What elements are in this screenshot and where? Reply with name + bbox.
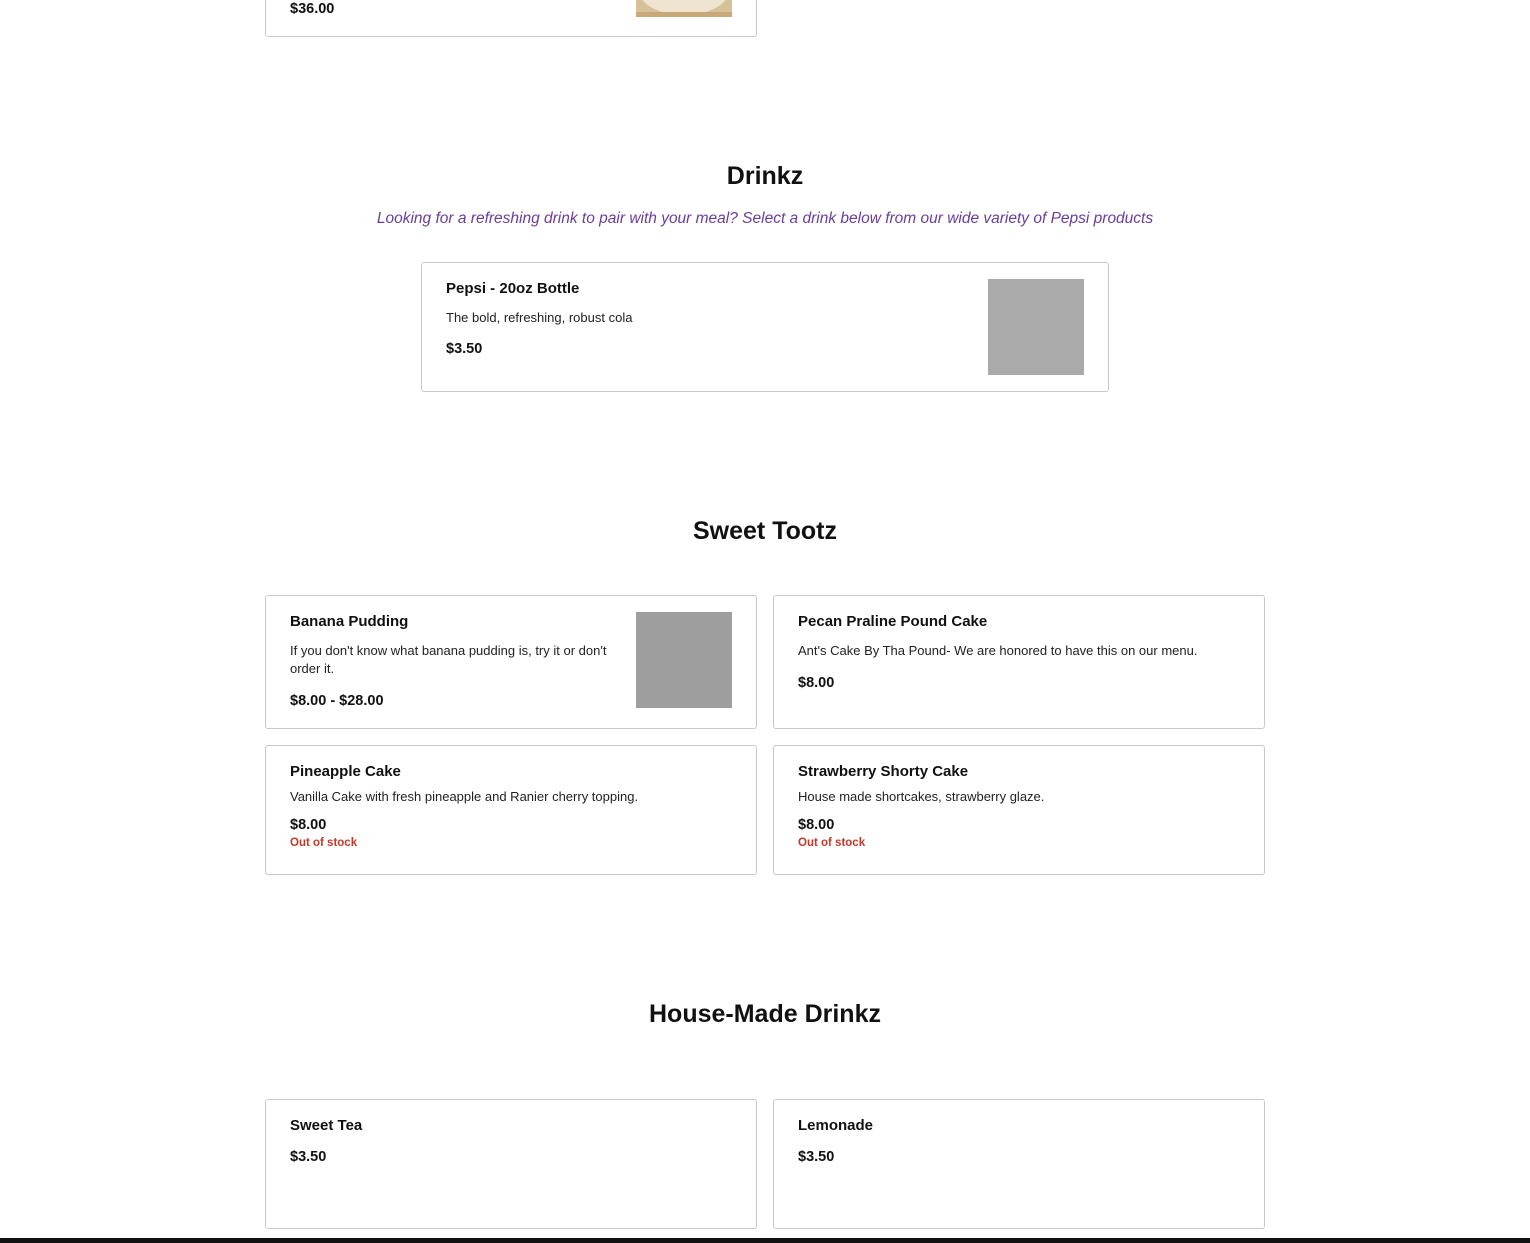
menu-item-card-pineapple-cake[interactable] [265,745,757,875]
food-photo-icon [636,0,732,17]
item-name: Sweet Tea [290,1117,363,1134]
section-subtitle-drinkz: Looking for a refreshing drink to pair with your meal? Select a drink below from our wide variety of Pepsi products [376,210,1154,227]
item-description: Vanilla Cake with fresh pineapple and Ranier cherry topping. [290,789,639,804]
item-price: $3.50 [290,1149,327,1165]
item-name: Pineapple Cake [290,763,401,780]
item-description: If you don't know what banana pudding is, try it or don't order it. [290,643,607,676]
section-title-house-made-drinkz: House-Made Drinkz [649,1000,881,1028]
item-price: $8.00 [290,817,327,833]
item-name: Pecan Praline Pound Cake [798,613,988,630]
item-price: $8.00 - $28.00 [290,693,384,709]
section-title-drinkz: Drinkz [726,162,804,190]
menu-item-card-pecan-praline-pound-cake[interactable] [773,595,1265,729]
out-of-stock-badge: Out of stock [290,837,358,849]
section-title-sweet-tootz: Sweet Tootz [693,517,837,545]
menu-item-card-sweet-tea[interactable] [265,1099,757,1229]
item-name: Pepsi - 20oz Bottle [446,280,580,297]
menu-item-card-strawberry-shorty-cake[interactable] [773,745,1265,875]
menu-item-card-pepsi[interactable] [421,262,1109,392]
item-price: $36.00 [290,1,335,17]
item-name: Banana Pudding [290,613,409,630]
item-description: The bold, refreshing, robust cola [446,310,633,325]
item-price: $8.00 [798,675,835,691]
bottom-bar [0,1238,1530,1243]
item-price: $3.50 [446,341,483,357]
item-image [636,0,732,17]
item-description: House made shortcakes, strawberry glaze. [798,789,1045,804]
item-name: Strawberry Shorty Cake [798,763,969,780]
item-price: $8.00 [798,817,835,833]
item-name: Lemonade [798,1117,874,1134]
menu-item-card-lemonade[interactable] [773,1099,1265,1229]
item-price: $3.50 [798,1149,835,1165]
item-image-placeholder [988,279,1084,375]
menu-item-card-previous[interactable] [265,0,757,37]
item-description: Ant's Cake By Tha Pound- We are honored to have this on our menu. [798,643,1198,658]
menu-item-card-banana-pudding[interactable] [265,595,757,729]
out-of-stock-badge: Out of stock [798,837,866,849]
item-image-placeholder [636,612,732,708]
